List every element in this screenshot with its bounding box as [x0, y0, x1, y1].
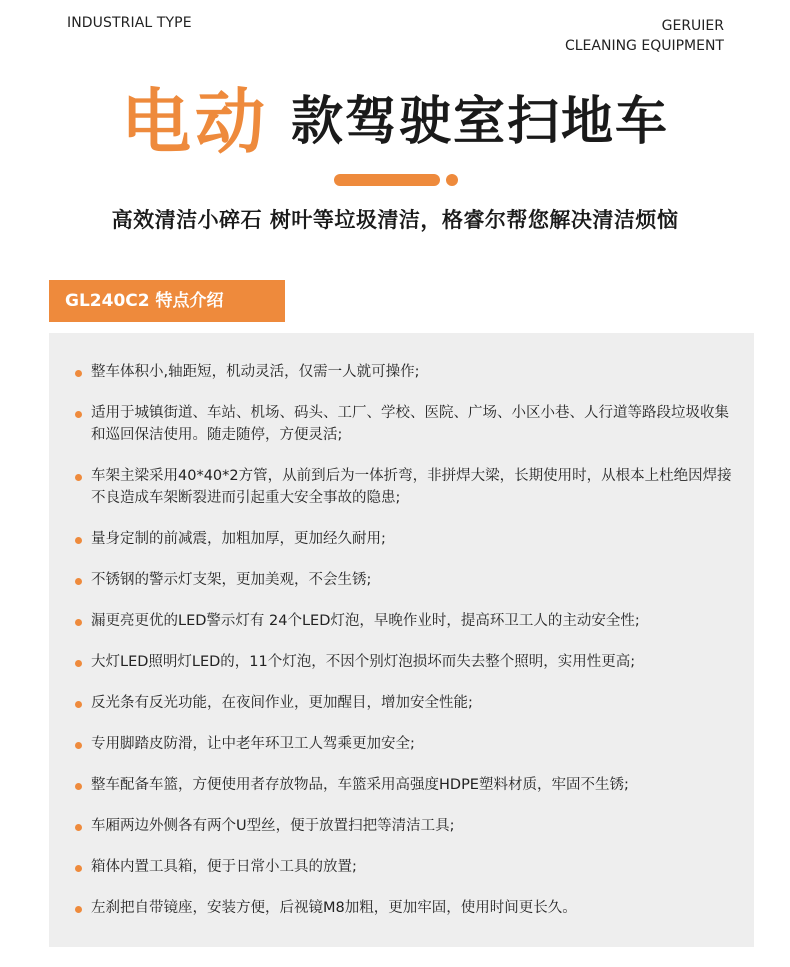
bullet-dot-icon [75, 865, 82, 872]
feature-item [75, 692, 732, 714]
divider-bar [334, 174, 440, 186]
feature-text: 大灯LED照明灯LED的，11个灯泡，不因个别灯泡损坏而失去整个照明，实用性更高; [91, 654, 636, 670]
feature-item [75, 528, 732, 550]
bullet-dot-icon [75, 474, 82, 481]
page-title [0, 66, 790, 167]
feature-text: 整车配备车篮，方便使用者存放物品，车篮采用高强度HDPE塑料材质，牢固不生锈; [91, 777, 629, 793]
feature-text: 左刹把自带镜座，安装方便，后视镜M8加粗，更加牢固，使用时间更长久。 [91, 900, 577, 916]
feature-text: 专用脚踏皮防滑，让中老年环卫工人驾乘更加安全; [91, 736, 415, 752]
bullet-dot-icon [75, 578, 82, 585]
feature-item [75, 569, 732, 591]
feature-text: 整车体积小,轴距短，机动灵活，仅需一人就可操作; [91, 364, 420, 380]
section-tab-features: GL240C2 特点介绍 [49, 280, 285, 322]
bullet-dot-icon [75, 824, 82, 831]
features-list [75, 361, 732, 919]
feature-text: 漏更亮更优的LED警示灯有 24个LED灯泡，早晚作业时，提高环卫工人的主动安全性; [91, 613, 640, 629]
title-accent: 电动 [120, 81, 269, 163]
feature-item [75, 402, 732, 446]
feature-item [75, 361, 732, 383]
title-divider [334, 174, 464, 186]
feature-text: 车架主梁采用40*40*2方管，从前到后为一体折弯，非拼焊大梁，长期使用时，从根本上杜绝因焊接不良造成车架断裂进而引起重大安全事故的隐患; [91, 468, 732, 506]
feature-item [75, 815, 732, 837]
feature-item [75, 774, 732, 796]
bullet-dot-icon [75, 742, 82, 749]
bullet-dot-icon [75, 660, 82, 667]
feature-item [75, 465, 732, 509]
brand-name-block [565, 16, 724, 56]
bullet-dot-icon [75, 537, 82, 544]
feature-text: 反光条有反光功能，在夜间作业，更加醒目，增加安全性能; [91, 695, 473, 711]
title-main: 款驾驶室扫地车 [290, 92, 669, 152]
feature-text: 车厢两边外侧各有两个U型丝，便于放置扫把等清洁工具; [91, 818, 455, 834]
bullet-dot-icon [75, 906, 82, 913]
bullet-dot-icon [75, 701, 82, 708]
bullet-dot-icon [75, 619, 82, 626]
feature-item [75, 856, 732, 878]
feature-text: 适用于城镇街道、车站、机场、码头、工厂、学校、医院、广场、小区小巷、人行道等路段垃圾收集和巡回保洁使用。随走随停，方便灵活; [91, 405, 729, 443]
brand-type-label: INDUSTRIAL TYPE [67, 15, 192, 31]
feature-text: 量身定制的前减震，加粗加厚，更加经久耐用; [91, 531, 386, 547]
divider-dot [446, 174, 458, 186]
feature-text: 箱体内置工具箱，便于日常小工具的放置; [91, 859, 357, 875]
brand-name: GERUIER [661, 18, 724, 34]
feature-item [75, 897, 732, 919]
feature-item [75, 651, 732, 673]
features-panel [49, 333, 754, 947]
bullet-dot-icon [75, 370, 82, 377]
feature-item [75, 610, 732, 632]
page-subtitle: 高效清洁小碎石 树叶等垃圾清洁，格睿尔帮您解决清洁烦恼 [111, 208, 679, 232]
bullet-dot-icon [75, 411, 82, 418]
feature-text: 不锈钢的警示灯支架，更加美观，不会生锈; [91, 572, 372, 588]
feature-item [75, 733, 732, 755]
bullet-dot-icon [75, 783, 82, 790]
brand-tagline: CLEANING EQUIPMENT [564, 38, 724, 54]
